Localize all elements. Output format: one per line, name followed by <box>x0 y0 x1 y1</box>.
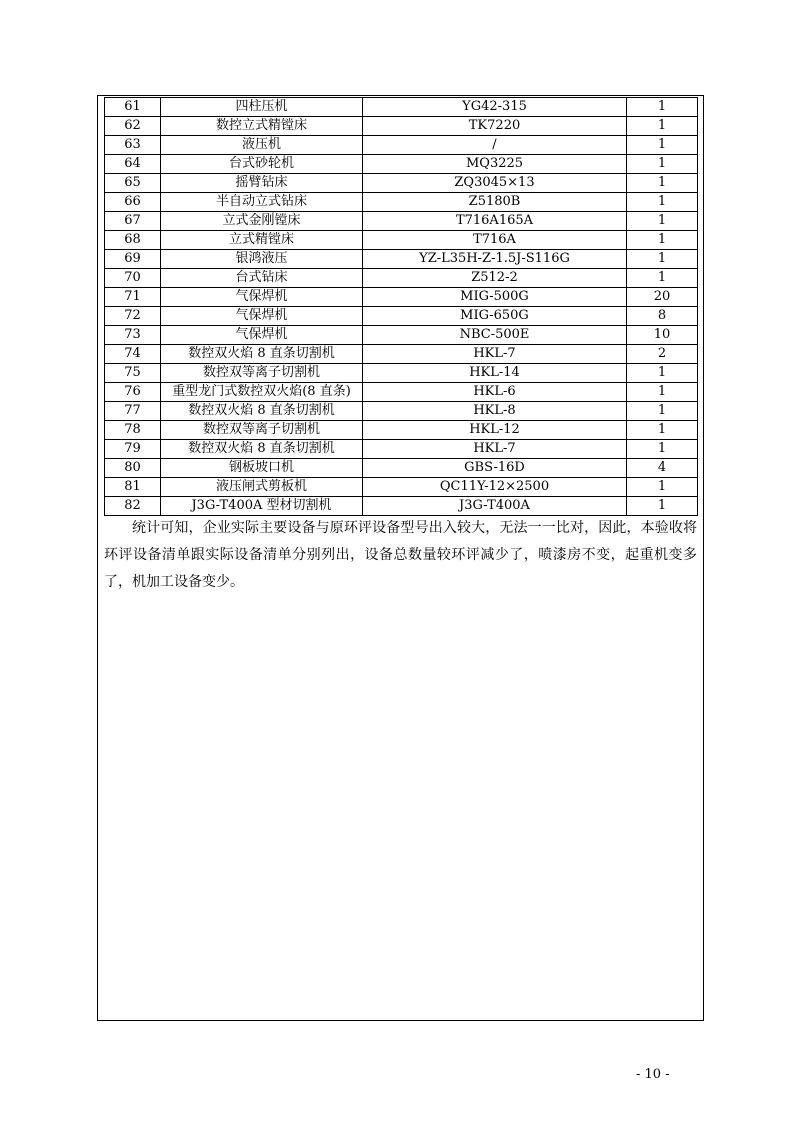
row-number-cell: 68 <box>105 231 161 250</box>
row-number-cell: 77 <box>105 402 161 421</box>
table-row <box>105 383 698 402</box>
quantity-cell: 10 <box>627 326 698 345</box>
row-number-cell: 69 <box>105 250 161 269</box>
equipment-name-cell: 气保焊机 <box>161 288 363 307</box>
model-cell: ZQ3045×13 <box>363 174 627 193</box>
row-number-cell: 80 <box>105 459 161 478</box>
equipment-name-cell: 立式精镗床 <box>161 231 363 250</box>
equipment-name-cell: 气保焊机 <box>161 326 363 345</box>
row-number-cell: 66 <box>105 193 161 212</box>
model-cell: NBC-500E <box>363 326 627 345</box>
row-number-cell: 76 <box>105 383 161 402</box>
row-number-cell: 70 <box>105 269 161 288</box>
equipment-name-cell: 数控双火焰 8 直条切割机 <box>161 402 363 421</box>
table-row <box>105 155 698 174</box>
model-cell: HKL-7 <box>363 345 627 364</box>
model-cell: J3G-T400A <box>363 497 627 516</box>
row-number-cell: 61 <box>105 98 161 117</box>
equipment-table <box>104 97 698 516</box>
table-row <box>105 402 698 421</box>
table-row <box>105 212 698 231</box>
equipment-name-cell: 重型龙门式数控双火焰(8 直条) <box>161 383 363 402</box>
table-row <box>105 174 698 193</box>
model-cell: T716A <box>363 231 627 250</box>
model-cell: MIG-650G <box>363 307 627 326</box>
table-row <box>105 440 698 459</box>
model-cell: Z5180B <box>363 193 627 212</box>
row-number-cell: 82 <box>105 497 161 516</box>
table-row <box>105 288 698 307</box>
model-cell: YG42-315 <box>363 98 627 117</box>
quantity-cell: 1 <box>627 212 698 231</box>
model-cell: / <box>363 136 627 155</box>
summary-paragraph: 统计可知，企业实际主要设备与原环评设备型号出入较大，无法一一比对，因此，本验收将环评设备清单跟实际设备清单分别列出，设备总数量较环评减少了，喷漆房不变，起重机变多了，机加工设备变少。 <box>104 520 697 590</box>
equipment-name-cell: 台式砂轮机 <box>161 155 363 174</box>
row-number-cell: 63 <box>105 136 161 155</box>
equipment-name-cell: 气保焊机 <box>161 307 363 326</box>
equipment-name-cell: 钢板坡口机 <box>161 459 363 478</box>
quantity-cell: 8 <box>627 307 698 326</box>
equipment-name-cell: 数控双火焰 8 直条切割机 <box>161 440 363 459</box>
table-row <box>105 98 698 117</box>
equipment-name-cell: 液压闸式剪板机 <box>161 478 363 497</box>
quantity-cell: 4 <box>627 459 698 478</box>
equipment-name-cell: 数控双等离子切割机 <box>161 364 363 383</box>
quantity-cell: 1 <box>627 174 698 193</box>
model-cell: MQ3225 <box>363 155 627 174</box>
table-row <box>105 231 698 250</box>
table-row <box>105 364 698 383</box>
row-number-cell: 62 <box>105 117 161 136</box>
equipment-name-cell: J3G-T400A 型材切割机 <box>161 497 363 516</box>
equipment-table-body <box>105 98 698 516</box>
table-row <box>105 269 698 288</box>
equipment-name-cell: 四柱压机 <box>161 98 363 117</box>
quantity-cell: 2 <box>627 345 698 364</box>
quantity-cell: 1 <box>627 269 698 288</box>
table-row <box>105 117 698 136</box>
table-row <box>105 345 698 364</box>
quantity-cell: 1 <box>627 98 698 117</box>
model-cell: T716A165A <box>363 212 627 231</box>
equipment-name-cell: 半自动立式钻床 <box>161 193 363 212</box>
quantity-cell: 1 <box>627 250 698 269</box>
row-number-cell: 65 <box>105 174 161 193</box>
quantity-cell: 1 <box>627 497 698 516</box>
model-cell: HKL-6 <box>363 383 627 402</box>
quantity-cell: 20 <box>627 288 698 307</box>
model-cell: TK7220 <box>363 117 627 136</box>
quantity-cell: 1 <box>627 155 698 174</box>
model-cell: YZ-L35H-Z-1.5J-S116G <box>363 250 627 269</box>
row-number-cell: 74 <box>105 345 161 364</box>
table-row <box>105 250 698 269</box>
equipment-name-cell: 数控立式精镗床 <box>161 117 363 136</box>
equipment-name-cell: 立式金刚镗床 <box>161 212 363 231</box>
table-row <box>105 459 698 478</box>
quantity-cell: 1 <box>627 364 698 383</box>
table-row <box>105 193 698 212</box>
model-cell: QC11Y-12×2500 <box>363 478 627 497</box>
page-number: - 10 - <box>636 1067 670 1082</box>
quantity-cell: 1 <box>627 136 698 155</box>
model-cell: HKL-8 <box>363 402 627 421</box>
quantity-cell: 1 <box>627 193 698 212</box>
table-row <box>105 136 698 155</box>
row-number-cell: 75 <box>105 364 161 383</box>
row-number-cell: 81 <box>105 478 161 497</box>
row-number-cell: 64 <box>105 155 161 174</box>
quantity-cell: 1 <box>627 383 698 402</box>
model-cell: Z512-2 <box>363 269 627 288</box>
equipment-name-cell: 摇臂钻床 <box>161 174 363 193</box>
quantity-cell: 1 <box>627 402 698 421</box>
model-cell: GBS-16D <box>363 459 627 478</box>
table-row <box>105 326 698 345</box>
row-number-cell: 79 <box>105 440 161 459</box>
model-cell: HKL-12 <box>363 421 627 440</box>
table-row <box>105 478 698 497</box>
equipment-name-cell: 银鸿液压 <box>161 250 363 269</box>
equipment-name-cell: 数控双等离子切割机 <box>161 421 363 440</box>
row-number-cell: 78 <box>105 421 161 440</box>
equipment-name-cell: 台式钻床 <box>161 269 363 288</box>
equipment-name-cell: 数控双火焰 8 直条切割机 <box>161 345 363 364</box>
model-cell: HKL-7 <box>363 440 627 459</box>
quantity-cell: 1 <box>627 478 698 497</box>
equipment-name-cell: 液压机 <box>161 136 363 155</box>
quantity-cell: 1 <box>627 117 698 136</box>
row-number-cell: 71 <box>105 288 161 307</box>
row-number-cell: 67 <box>105 212 161 231</box>
row-number-cell: 73 <box>105 326 161 345</box>
model-cell: MIG-500G <box>363 288 627 307</box>
quantity-cell: 1 <box>627 440 698 459</box>
model-cell: HKL-14 <box>363 364 627 383</box>
table-row <box>105 421 698 440</box>
row-number-cell: 72 <box>105 307 161 326</box>
quantity-cell: 1 <box>627 421 698 440</box>
quantity-cell: 1 <box>627 231 698 250</box>
table-row <box>105 307 698 326</box>
table-row <box>105 497 698 516</box>
